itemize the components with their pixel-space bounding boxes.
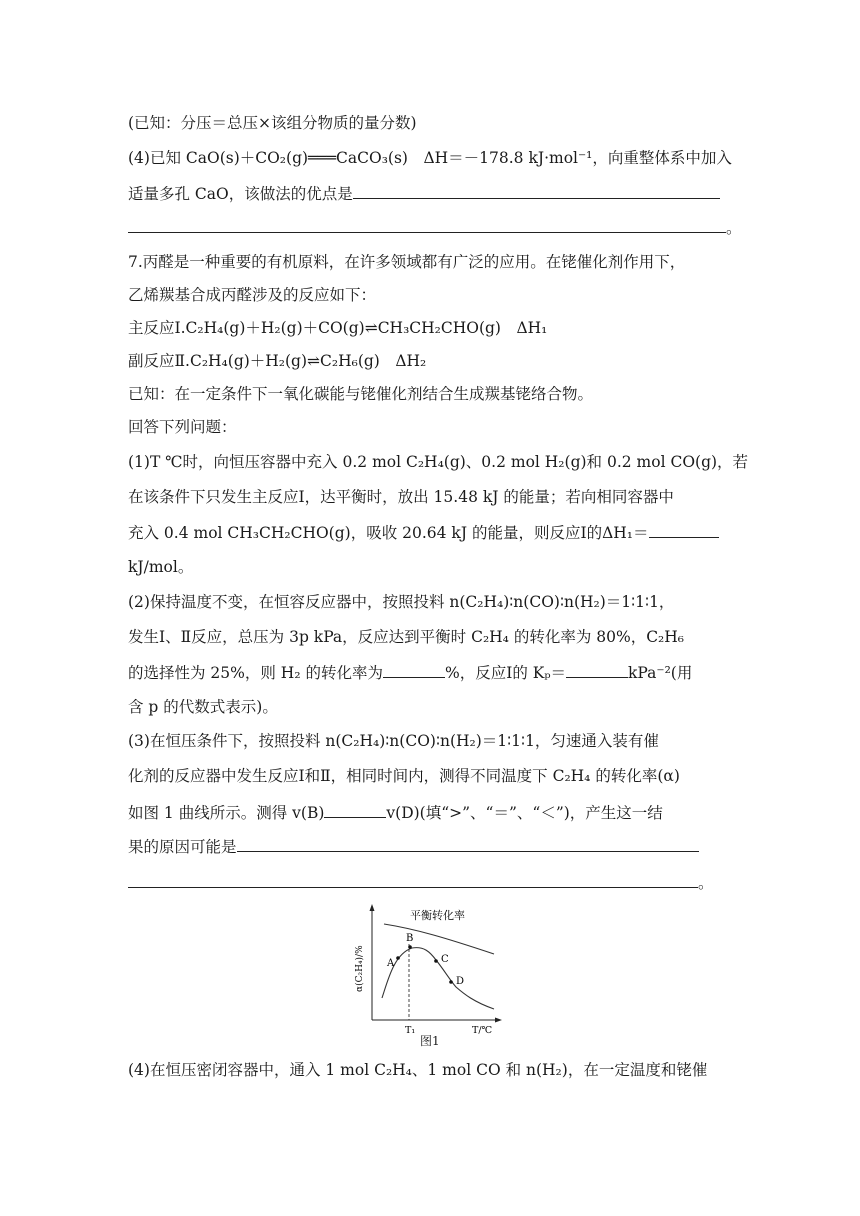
answer-blank[interactable] [383, 662, 445, 678]
text-line: 7.丙醛是一种重要的有机原料，在许多领域都有广泛的应用。在铑催化剂作用下， [128, 253, 686, 271]
text-line: (2)保持温度不变，在恒容反应器中，按照投料 n(C₂H₄)∶n(CO)∶n(H₂)＝1∶1∶1， [128, 593, 675, 611]
text-line: (已知：分压＝总压×该组分物质的量分数) [128, 114, 417, 132]
point-b-marker [408, 945, 412, 949]
figure-caption: 图1 [420, 1034, 440, 1048]
text-line [128, 836, 738, 857]
point-d-label: D [456, 976, 465, 987]
answer-blank[interactable] [566, 662, 628, 678]
equilibrium-curve-label: 平衡转化率 [410, 909, 465, 922]
text-line [128, 522, 738, 543]
t1-tick-label: T₁ [405, 1025, 416, 1036]
point-b-label: B [406, 933, 414, 944]
point-c-label: C [441, 954, 449, 965]
text-line: 化剂的反应器中发生反应Ⅰ和Ⅱ，相同时间内，测得不同温度下 C₂H₄ 的转化率(α) [128, 767, 680, 785]
text-segment: %，反应Ⅰ的 Kₚ＝ [444, 664, 567, 682]
y-axis-label: α(C₂H₄)/% [355, 945, 365, 992]
answer-blank[interactable] [128, 217, 726, 233]
answer-blank[interactable] [324, 802, 386, 818]
text-line [128, 802, 738, 823]
text-line [128, 183, 738, 204]
y-axis-arrow [370, 904, 375, 911]
text-segment: kPa⁻²(用 [628, 664, 693, 682]
equilibrium-curve [384, 924, 494, 954]
text-segment: 适量多孔 CaO，该做法的优点是 [128, 185, 353, 203]
x-axis-arrow [495, 1018, 502, 1023]
text-line: (1)T ℃时，向恒压容器中充入 0.2 mol C₂H₄(g)、0.2 mol H₂(g)和 0.2 mol CO(g)，若 [128, 453, 749, 471]
point-a-label: A [387, 958, 395, 969]
x-axis-label: T/℃ [472, 1025, 493, 1036]
point-c-marker [434, 959, 438, 963]
text-line: 已知：在一定条件下一氧化碳能与铑催化剂结合生成羰基铑络合物。 [128, 385, 594, 403]
text-line: 乙烯羰基合成丙醛涉及的反应如下： [128, 286, 377, 304]
conversion-rate-figure [326, 886, 516, 1056]
point-d-marker [449, 980, 453, 984]
text-line: (4)在恒压密闭容器中，通入 1 mol C₂H₄、1 mol CO 和 n(H₂)，在一定温度和铑催 [128, 1061, 708, 1079]
text-segment: 如图 1 曲线所示。测得 v(B) [128, 804, 325, 822]
text-line [128, 662, 738, 683]
answer-blank[interactable] [353, 183, 720, 199]
text-line: 含 p 的代数式表示)。 [128, 698, 278, 716]
text-segment: 的选择性为 25%，则 H₂ 的转化率为 [128, 664, 383, 682]
reaction-main: 主反应Ⅰ.C₂H₄(g)＋H₂(g)＋CO(g)⇌CH₃CH₂CHO(g) ΔH₁ [128, 319, 548, 337]
answer-blank[interactable] [649, 522, 719, 538]
text-line [128, 217, 742, 238]
text-line: (4)已知 CaO(s)＋CO₂(g)═══CaCO₃(s) ΔH＝－178.8 kJ·mol⁻¹，向重整体系中加入 [128, 149, 732, 167]
text-line: 回答下列问题： [128, 418, 237, 436]
text-line: (3)在恒压条件下，按照投料 n(C₂H₄)∶n(CO)∶n(H₂)＝1∶1∶1，匀速通入装有催 [128, 732, 659, 750]
text-segment: 充入 0.4 mol CH₃CH₂CHO(g)，吸收 20.64 kJ 的能量，则反应Ⅰ的ΔH₁＝ [128, 524, 649, 542]
text-line: 在该条件下只发生主反应Ⅰ，达平衡时，放出 15.48 kJ 的能量；若向相同容器中 [128, 488, 674, 506]
reaction-side: 副反应Ⅱ.C₂H₄(g)＋H₂(g)⇌C₂H₆(g) ΔH₂ [128, 352, 427, 370]
text-segment: 果的原因可能是 [128, 838, 237, 856]
text-segment: 。 [726, 219, 742, 237]
text-line: 发生Ⅰ、Ⅱ反应，总压为 3p kPa，反应达到平衡时 C₂H₄ 的转化率为 80%，C₂H₆ [128, 628, 685, 646]
answer-blank[interactable] [237, 836, 699, 852]
point-a-marker [396, 956, 400, 960]
text-segment: 。 [698, 874, 714, 892]
text-line: kJ/mol。 [128, 558, 194, 576]
text-segment: v(D)(填“>”、“＝”、“＜”)，产生这一结 [386, 804, 663, 822]
